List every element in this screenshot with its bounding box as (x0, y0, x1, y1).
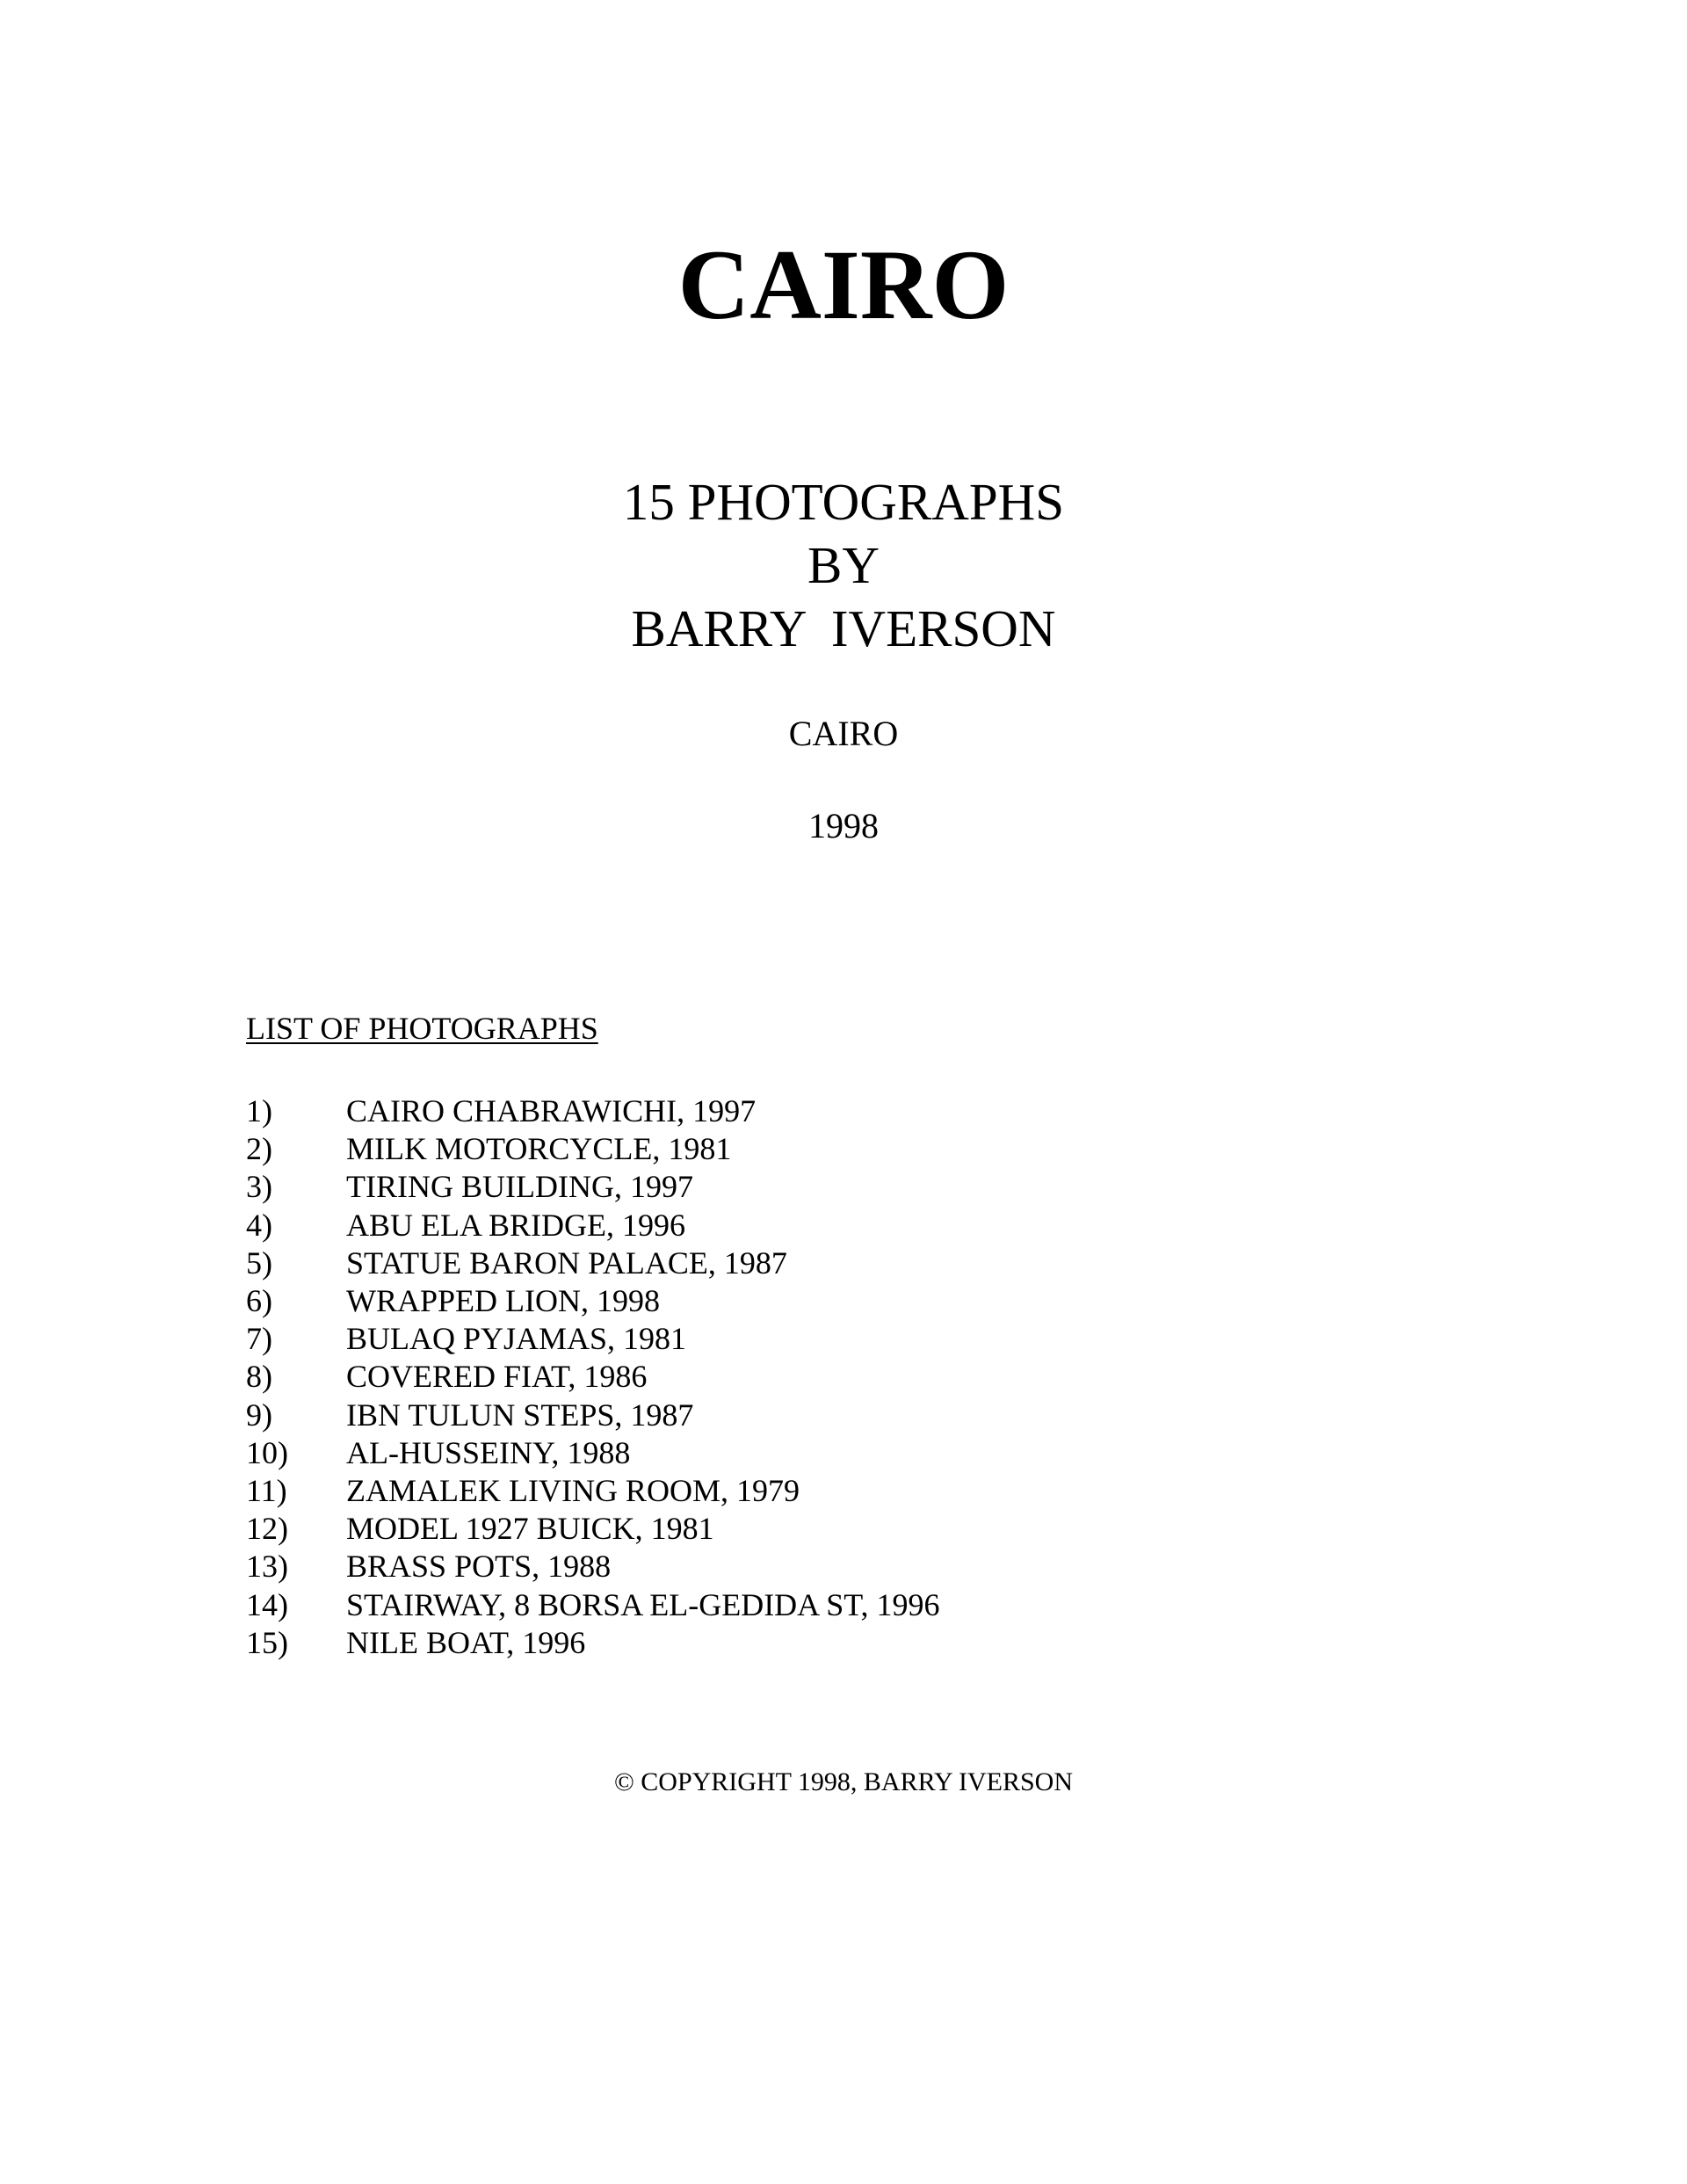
list-item-title: BRASS POTS, 1988 (346, 1549, 612, 1585)
list-item-number: 10) (246, 1434, 288, 1470)
subtitle-line-2: BY (807, 536, 880, 594)
year-label: 1998 (808, 806, 879, 845)
list-item-title: ABU ELA BRIDGE, 1996 (346, 1207, 685, 1243)
list-heading: LIST OF PHOTOGRAPHS (246, 1011, 598, 1046)
list-item-title: ZAMALEK LIVING ROOM, 1979 (346, 1473, 800, 1509)
list-item-title: MODEL 1927 BUICK, 1981 (346, 1511, 714, 1547)
list-item-title: AL-HUSSEINY, 1988 (346, 1434, 631, 1470)
list-item (246, 1244, 940, 1282)
list-item-title: TIRING BUILDING, 1997 (346, 1169, 693, 1205)
list-item-number: 3) (246, 1169, 272, 1205)
list-item (246, 1320, 940, 1358)
list-item (246, 1207, 940, 1244)
list-item (246, 1624, 940, 1662)
copyright-notice: © COPYRIGHT 1998, BARRY IVERSON (613, 1767, 1074, 1796)
list-item-title: IBN TULUN STEPS, 1987 (346, 1397, 694, 1433)
list-item-title: CAIRO CHABRAWICHI, 1997 (346, 1093, 757, 1128)
page-title: CAIRO (677, 230, 1010, 340)
list-item-title: BULAQ PYJAMAS, 1981 (346, 1321, 687, 1357)
list-item-number: 4) (246, 1207, 272, 1243)
list-item-number: 1) (246, 1093, 272, 1128)
list-item (246, 1130, 940, 1168)
list-item (246, 1510, 940, 1548)
list-item-title: STAIRWAY, 8 BORSA EL-GEDIDA ST, 1996 (346, 1586, 940, 1622)
list-item-number: 2) (246, 1131, 272, 1167)
list-item-title: WRAPPED LION, 1998 (346, 1283, 660, 1319)
list-item-number: 9) (246, 1397, 272, 1433)
list-item (246, 1092, 940, 1130)
photo-list (246, 1092, 940, 1662)
list-item-title: STATUE BARON PALACE, 1987 (346, 1244, 787, 1281)
list-item-number: 6) (246, 1283, 272, 1319)
subtitle-line-1: 15 PHOTOGRAPHS (622, 473, 1065, 531)
place-label: CAIRO (788, 714, 899, 753)
list-item (246, 1472, 940, 1510)
list-item-number: 14) (246, 1586, 288, 1622)
list-item-number: 13) (246, 1549, 288, 1585)
list-item-title: NILE BOAT, 1996 (346, 1624, 586, 1660)
list-item-number: 5) (246, 1244, 272, 1281)
list-item (246, 1548, 940, 1585)
subtitle-line-3: BARRY IVERSON (631, 599, 1056, 657)
list-item-number: 7) (246, 1321, 272, 1357)
list-item (246, 1282, 940, 1320)
list-item (246, 1358, 940, 1396)
list-item-number: 11) (246, 1473, 287, 1509)
list-item (246, 1168, 940, 1206)
list-item-title: COVERED FIAT, 1986 (346, 1359, 648, 1395)
list-item (246, 1586, 940, 1624)
list-item (246, 1397, 940, 1434)
list-item (246, 1434, 940, 1472)
list-item-number: 8) (246, 1359, 272, 1395)
list-item-number: 12) (246, 1511, 288, 1547)
list-item-number: 15) (246, 1624, 288, 1660)
subtitle-block (0, 470, 1687, 660)
list-item-title: MILK MOTORCYCLE, 1981 (346, 1131, 732, 1167)
